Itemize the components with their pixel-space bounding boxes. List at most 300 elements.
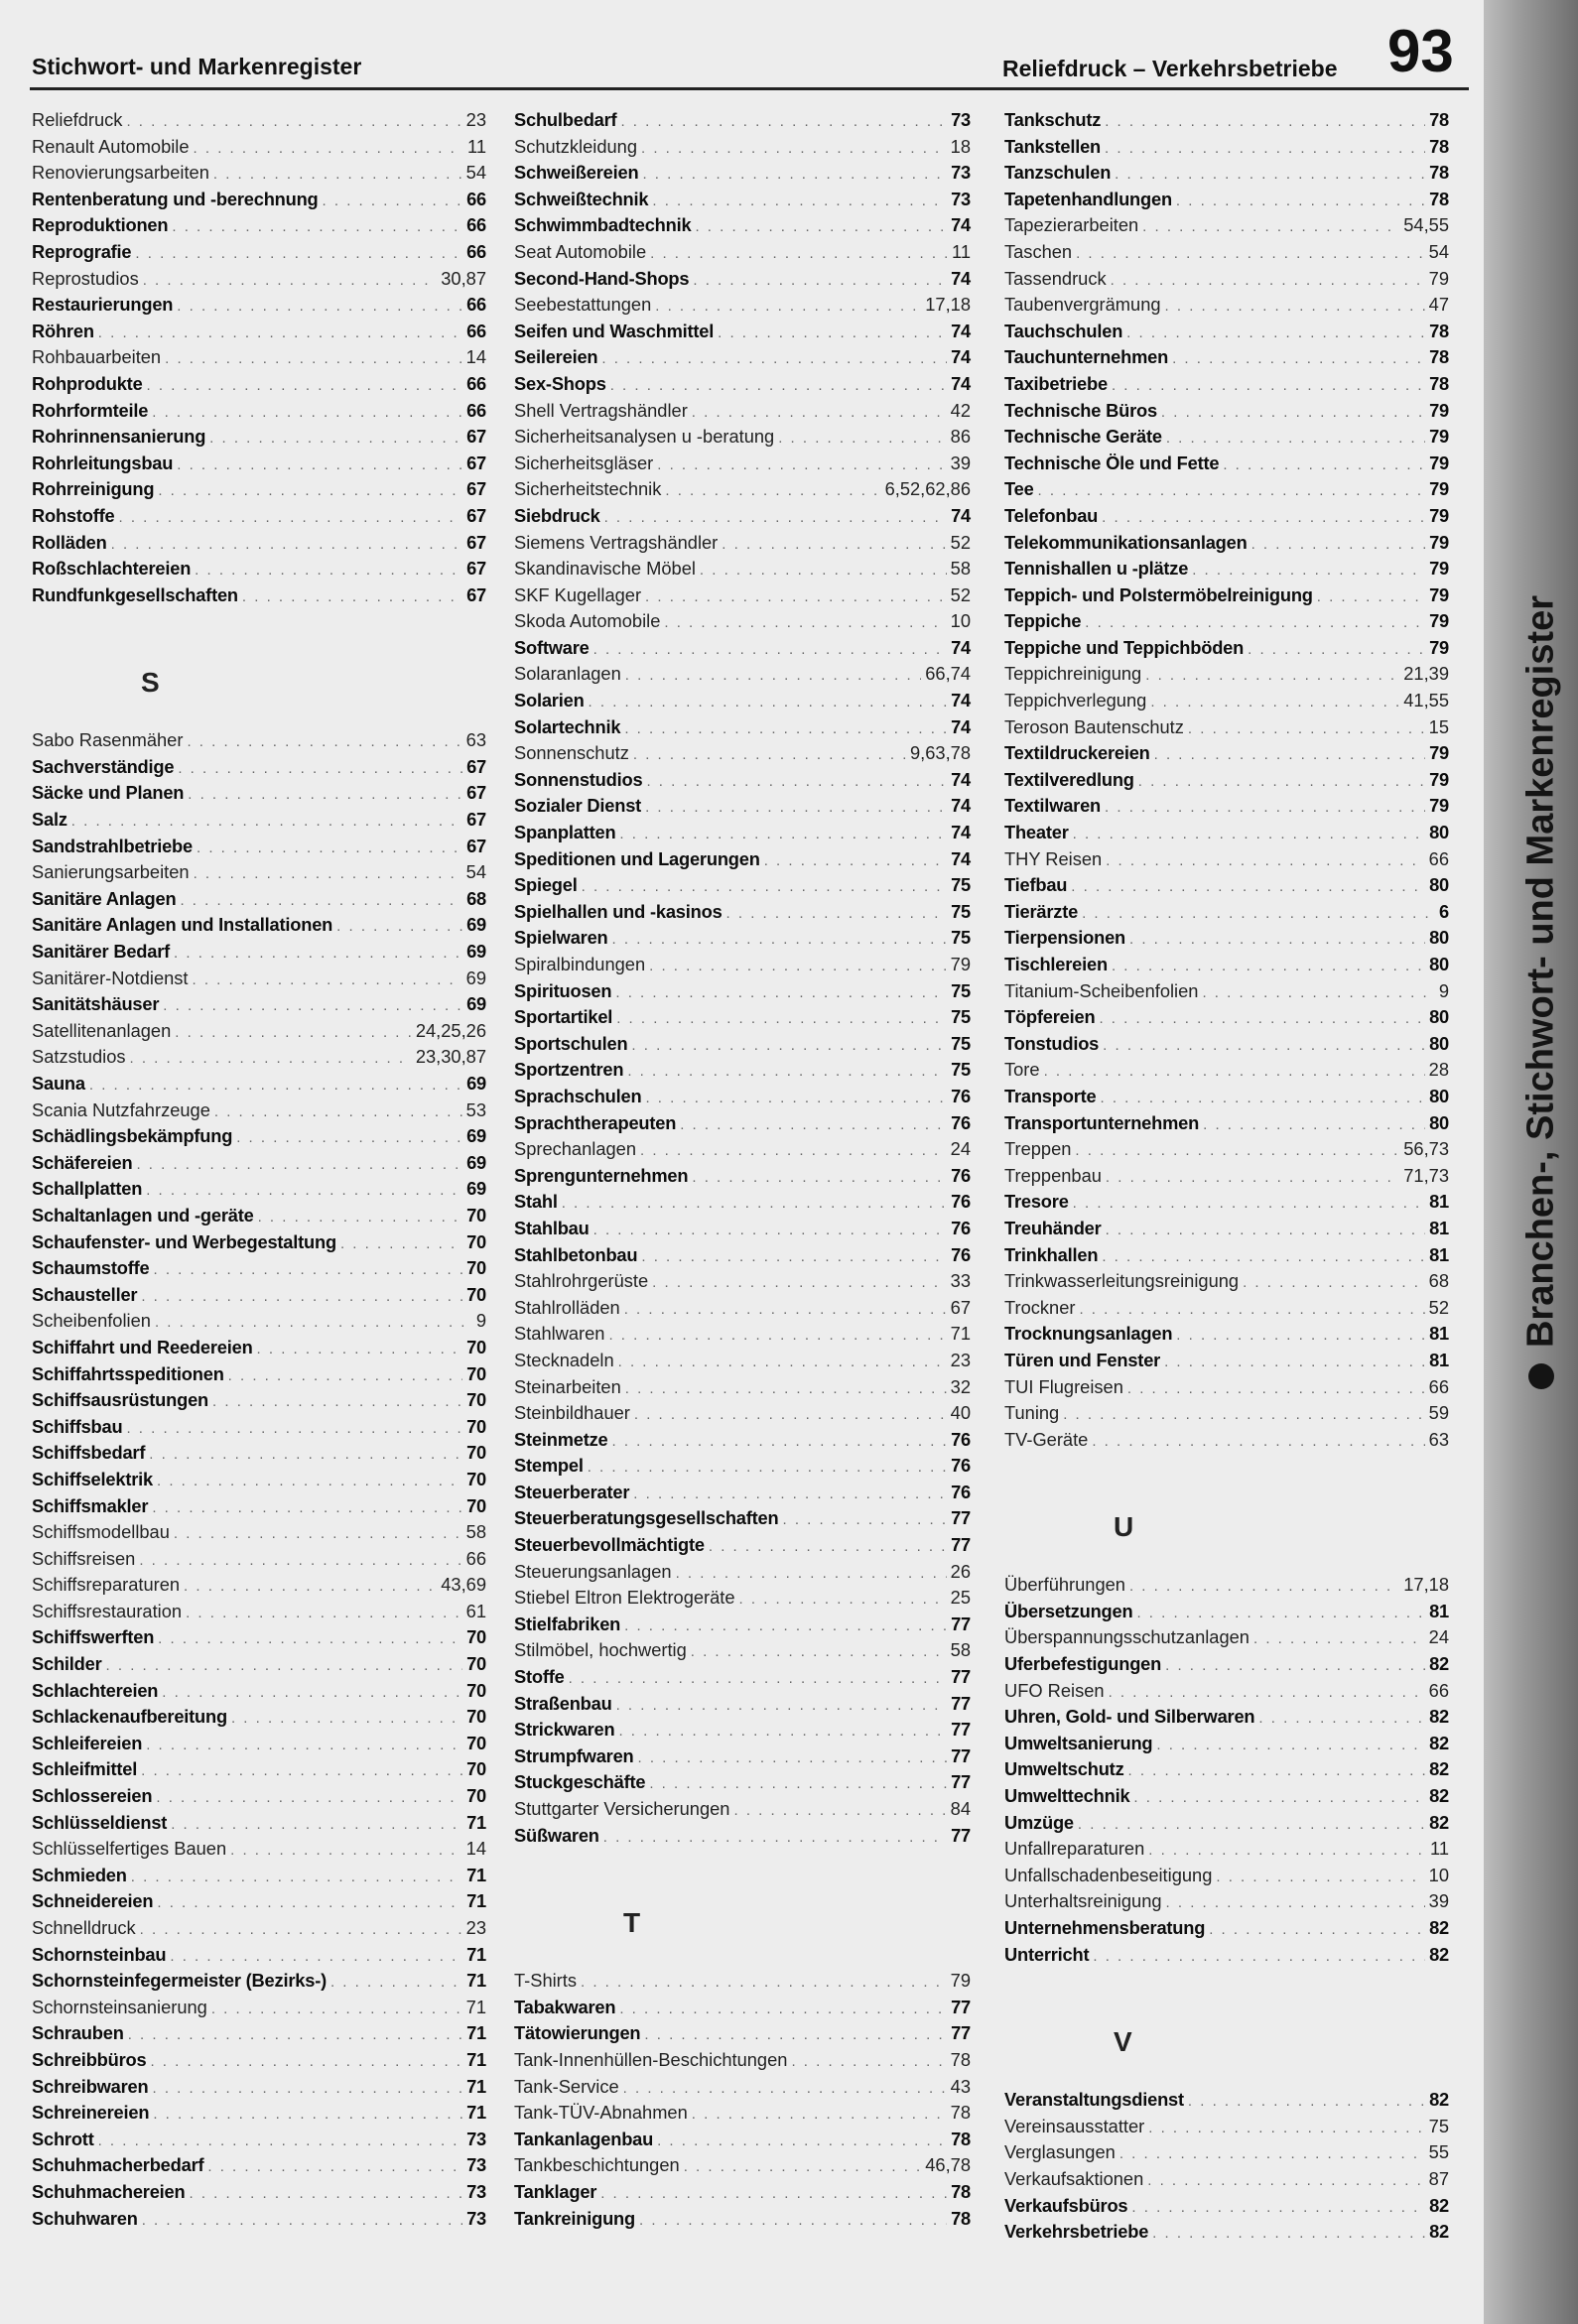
index-entry — [32, 807, 486, 834]
index-column-1 — [32, 107, 486, 2232]
entry-page: 41,55 — [1403, 690, 1449, 711]
entry-page: 71 — [465, 1996, 486, 2017]
entry-page: 70 — [466, 1653, 486, 1675]
index-entry — [1004, 1163, 1449, 1190]
index-entry — [1004, 107, 1449, 134]
dot-leader — [98, 321, 462, 347]
entry-page: 79 — [1429, 426, 1449, 448]
dot-leader — [152, 400, 462, 427]
entry-page: 67 — [466, 782, 486, 804]
entry-page: 71 — [466, 2048, 486, 2070]
entry-page: 42 — [950, 399, 971, 421]
entry-page: 77 — [951, 1613, 971, 1634]
index-entry — [1004, 952, 1449, 978]
index-entry — [514, 1242, 971, 1269]
entry-page: 82 — [1429, 1943, 1449, 1965]
section-letter: T — [623, 1907, 641, 1939]
entry-page: 39 — [950, 452, 971, 473]
index-entry — [1004, 1084, 1449, 1110]
entry-page: 82 — [1429, 1811, 1449, 1833]
index-entry — [1004, 292, 1449, 319]
entry-term: Schornsteinbau — [32, 1943, 167, 1965]
dot-leader — [1099, 1006, 1425, 1033]
entry-term: Schlossereien — [32, 1785, 153, 1807]
dot-leader — [177, 294, 462, 321]
dot-leader — [655, 294, 921, 321]
dot-leader — [189, 2181, 462, 2208]
dot-leader — [214, 1099, 462, 1126]
entry-term: Uferbefestigungen — [1004, 1653, 1162, 1675]
dot-leader — [1172, 346, 1425, 373]
entry-term: T-Shirts — [514, 1970, 577, 1992]
entry-page: 77 — [951, 1824, 971, 1846]
index-entry — [1004, 872, 1449, 899]
dot-leader — [207, 2154, 462, 2181]
dot-leader — [618, 1719, 947, 1745]
entry-term: Schäfereien — [32, 1151, 133, 1173]
entry-term: Schnelldruck — [32, 1917, 136, 1938]
index-entry — [1004, 476, 1449, 503]
entry-page: 74 — [951, 372, 971, 394]
dot-leader — [1112, 373, 1425, 400]
entry-page: 79 — [1429, 558, 1449, 580]
dot-leader — [569, 1666, 947, 1693]
entry-term: Technische Geräte — [1004, 426, 1162, 448]
dot-leader — [1150, 690, 1399, 716]
entry-page: 54 — [465, 861, 486, 883]
entry-term: Software — [514, 636, 590, 658]
entry-term: Trinkwasserleitungsreinigung — [1004, 1270, 1240, 1292]
entry-page: 68 — [466, 887, 486, 909]
entry-term: Sportartikel — [514, 1006, 613, 1028]
dot-leader — [1164, 1350, 1425, 1376]
entry-page: 71 — [466, 1943, 486, 1965]
dot-leader — [1129, 1574, 1399, 1601]
dot-leader — [1223, 452, 1425, 479]
bullet-icon — [1528, 1363, 1554, 1389]
dot-leader — [1251, 532, 1425, 559]
dot-leader — [194, 136, 463, 163]
entry-page: 70 — [466, 1442, 486, 1464]
entry-term: Renault Automobile — [32, 135, 190, 157]
entry-page: 78 — [951, 2180, 971, 2202]
entry-page: 67 — [466, 583, 486, 605]
entry-page: 80 — [1429, 1006, 1449, 1028]
dot-leader — [1209, 1917, 1425, 1944]
index-entry — [32, 834, 486, 860]
index-entry — [32, 991, 486, 1018]
entry-page: 76 — [951, 1455, 971, 1477]
entry-term: Tore — [1004, 1059, 1040, 1081]
index-entry — [1004, 371, 1449, 398]
index-entry — [514, 1453, 971, 1480]
entry-page: 79 — [1429, 583, 1449, 605]
index-entry — [1004, 319, 1449, 345]
section-gap — [1004, 1453, 1449, 1483]
dot-leader — [625, 663, 922, 690]
dot-leader — [624, 716, 947, 743]
entry-term: Strumpfwaren — [514, 1744, 634, 1766]
dot-leader — [212, 1389, 462, 1416]
entry-term: Rohrinnensanierung — [32, 426, 206, 448]
section-letter: S — [141, 667, 160, 699]
index-entry — [1004, 1242, 1449, 1269]
dot-leader — [612, 1429, 948, 1456]
entry-page: 71 — [466, 1890, 486, 1912]
dot-leader — [739, 1587, 947, 1614]
index-entry — [514, 1559, 971, 1586]
index-entry — [514, 1505, 971, 1532]
dot-leader — [676, 1561, 947, 1588]
entry-page: 52 — [950, 583, 971, 605]
index-entry — [514, 1216, 971, 1242]
entry-page: 73 — [466, 2207, 486, 2229]
entry-term: Restaurierungen — [32, 294, 174, 316]
entry-term: Reprografie — [32, 240, 132, 262]
dot-leader — [209, 426, 462, 452]
entry-page: 76 — [951, 1164, 971, 1186]
entry-term: Tabakwaren — [514, 1996, 616, 2017]
entry-page: 61 — [465, 1600, 486, 1621]
index-entry — [1004, 1836, 1449, 1863]
dot-leader — [615, 980, 947, 1007]
entry-page: 75 — [951, 1006, 971, 1028]
dot-leader — [638, 1745, 948, 1772]
entry-term: Schuhwaren — [32, 2207, 138, 2229]
entry-page: 70 — [466, 1230, 486, 1252]
index-entry — [1004, 846, 1449, 873]
entry-page: 77 — [951, 2022, 971, 2044]
entry-term: Steinarbeiten — [514, 1375, 621, 1397]
entry-term: Veranstaltungsdienst — [1004, 2089, 1184, 2111]
entry-term: Scheibenfolien — [32, 1310, 151, 1332]
dot-leader — [1092, 1429, 1424, 1456]
dot-leader — [618, 1350, 947, 1376]
entry-page: 74 — [951, 795, 971, 817]
dot-leader — [330, 1970, 462, 1997]
index-entry — [32, 1203, 486, 1229]
entry-page: 80 — [1429, 954, 1449, 974]
dot-leader — [157, 1890, 462, 1917]
dot-leader — [646, 769, 947, 796]
entry-term: Schreibbüros — [32, 2048, 147, 2070]
dot-leader — [631, 1033, 947, 1060]
entry-page: 79 — [1428, 267, 1449, 289]
entry-term: Trinkhallen — [1004, 1243, 1099, 1265]
index-entry — [514, 661, 971, 688]
dot-leader — [680, 1112, 947, 1139]
index-entry — [514, 1163, 971, 1190]
entry-page: 70 — [466, 1732, 486, 1753]
dot-leader — [612, 927, 948, 954]
entry-page: 33 — [950, 1270, 971, 1292]
entry-page: 78 — [1429, 109, 1449, 130]
dot-leader — [665, 478, 880, 505]
entry-term: Schneidereien — [32, 1890, 154, 1912]
entry-page: 56,73 — [1403, 1138, 1449, 1160]
index-entry — [1004, 978, 1449, 1005]
entry-page: 74 — [951, 346, 971, 368]
entry-page: 74 — [951, 847, 971, 869]
dot-leader — [157, 1469, 462, 1495]
index-entry — [32, 239, 486, 266]
entry-term: Tauchschulen — [1004, 320, 1123, 341]
entry-term: Reliefdruck — [32, 109, 123, 130]
entry-page: 6 — [1439, 900, 1449, 922]
index-entry — [1004, 1057, 1449, 1084]
entry-page: 71 — [466, 1970, 486, 1992]
entry-page: 10 — [950, 610, 971, 632]
dot-leader — [1136, 1601, 1425, 1627]
dot-leader — [624, 1297, 947, 1324]
dot-leader — [603, 1825, 947, 1852]
dot-leader — [1115, 162, 1425, 189]
entry-term: Tuning — [1004, 1402, 1060, 1424]
index-column-2 — [514, 107, 971, 2232]
dot-leader — [1079, 1297, 1424, 1324]
entry-term: TV-Geräte — [1004, 1428, 1089, 1450]
index-entry — [514, 2179, 971, 2206]
index-entry — [1004, 239, 1449, 266]
dot-leader — [1176, 1323, 1425, 1350]
index-entry — [514, 1743, 971, 1770]
index-entry — [514, 846, 971, 873]
dot-leader — [608, 1323, 946, 1350]
entry-page: 24 — [1428, 1626, 1449, 1648]
index-entry — [32, 859, 486, 886]
dot-leader — [693, 268, 947, 295]
dot-leader — [652, 189, 947, 215]
entry-page: 67 — [466, 452, 486, 473]
dot-leader — [180, 888, 462, 915]
dot-leader — [639, 2208, 947, 2235]
dot-leader — [135, 241, 462, 268]
index-entry — [32, 1071, 486, 1097]
index-entry — [1004, 1599, 1449, 1625]
entry-term: Skandinavische Möbel — [514, 558, 696, 580]
index-entry — [514, 451, 971, 477]
index-entry — [32, 1282, 486, 1309]
entry-page: 24 — [950, 1138, 971, 1160]
entry-term: Stempel — [514, 1455, 584, 1477]
index-entry — [514, 1268, 971, 1295]
entry-page: 67 — [950, 1296, 971, 1318]
dot-leader — [1112, 954, 1425, 980]
entry-term: Spielwaren — [514, 927, 608, 949]
entry-term: Sauna — [32, 1073, 85, 1094]
entry-term: Uhren, Gold- und Silberwaren — [1004, 1706, 1255, 1728]
entry-term: Straßenbau — [514, 1692, 612, 1714]
dot-leader — [142, 2208, 462, 2235]
dot-leader — [1126, 321, 1425, 347]
entry-term: Stuttgarter Versicherungen — [514, 1798, 730, 1819]
entry-page: 70 — [466, 1758, 486, 1780]
section-gap — [1004, 1968, 1449, 1998]
entry-page: 76 — [951, 1085, 971, 1106]
index-entry — [514, 1769, 971, 1796]
entry-page: 9 — [1438, 979, 1449, 1001]
entry-page: 71 — [466, 2102, 486, 2124]
index-entry — [1004, 424, 1449, 451]
entry-term: Skoda Automobile — [514, 610, 661, 632]
entry-page: 75 — [951, 874, 971, 896]
entry-page: 70 — [466, 1389, 486, 1411]
entry-term: Spiegel — [514, 874, 578, 896]
index-entry — [514, 1612, 971, 1638]
index-entry — [1004, 740, 1449, 767]
index-entry — [514, 872, 971, 899]
entry-term: TUI Flugreisen — [1004, 1375, 1123, 1397]
index-entry — [32, 319, 486, 345]
index-entry — [514, 1664, 971, 1691]
entry-term: Schuhmacherbedarf — [32, 2154, 204, 2176]
index-entry — [1004, 1136, 1449, 1163]
entry-page: 82 — [1429, 2221, 1449, 2243]
index-entry — [32, 939, 486, 966]
dot-leader — [1161, 400, 1425, 427]
dot-leader — [141, 1284, 462, 1311]
entry-term: Stahlrolläden — [514, 1296, 620, 1318]
dot-leader — [623, 2076, 947, 2103]
entry-term: Sabo Rasenmäher — [32, 729, 184, 751]
index-entry — [1004, 212, 1449, 239]
entry-page: 70 — [466, 1706, 486, 1728]
entry-page: 75 — [951, 979, 971, 1001]
dot-leader — [1044, 1059, 1425, 1086]
dot-leader — [156, 1785, 462, 1812]
entry-page: 63 — [1428, 1428, 1449, 1450]
entry-term: Schiffselektrik — [32, 1468, 153, 1489]
dot-leader — [650, 241, 948, 268]
entry-page: 11 — [467, 135, 486, 157]
entry-term: Sicherheitsgläser — [514, 452, 654, 473]
dot-leader — [146, 1733, 462, 1759]
entry-page: 54 — [465, 162, 486, 184]
dot-leader — [340, 1231, 462, 1258]
entry-term: Schaumstoffe — [32, 1257, 150, 1279]
index-entry — [1004, 1268, 1449, 1295]
entry-term: Taxibetriebe — [1004, 372, 1108, 394]
entry-term: Sonnenschutz — [514, 742, 629, 764]
index-entry — [32, 1361, 486, 1388]
index-entry — [32, 451, 486, 477]
dot-leader — [695, 214, 947, 241]
entry-term: Tapezierarbeiten — [1004, 214, 1139, 236]
dot-leader — [187, 729, 461, 756]
section-letter: U — [1114, 1511, 1134, 1543]
entry-page: 67 — [466, 835, 486, 856]
dot-leader — [726, 901, 948, 928]
entry-term: Sonnenstudios — [514, 768, 643, 790]
entry-term: Renovierungsarbeiten — [32, 162, 209, 184]
dot-leader — [627, 1059, 947, 1086]
entry-page: 32 — [950, 1375, 971, 1397]
entry-term: Schallplatten — [32, 1178, 143, 1200]
entry-page: 67 — [466, 558, 486, 580]
index-entry — [32, 1150, 486, 1177]
entry-term: Steinmetze — [514, 1428, 608, 1450]
index-entry — [32, 1915, 486, 1942]
side-tab — [1518, 447, 1562, 1538]
entry-page: 77 — [951, 1771, 971, 1793]
index-entry — [1004, 1756, 1449, 1783]
index-entry — [1004, 1783, 1449, 1810]
index-entry — [514, 582, 971, 609]
entry-term: Tierpensionen — [1004, 927, 1126, 949]
entry-page: 70 — [466, 1679, 486, 1701]
dot-leader — [1253, 1626, 1425, 1653]
entry-term: Schlachtereien — [32, 1679, 159, 1701]
dot-leader — [213, 162, 462, 189]
index-entry — [514, 2100, 971, 2127]
entry-page: 74 — [951, 267, 971, 289]
dot-leader — [657, 2129, 947, 2155]
entry-term: Seilereien — [514, 346, 598, 368]
dot-leader — [1203, 1112, 1425, 1139]
dot-leader — [652, 1270, 947, 1297]
entry-term: Schiffsbau — [32, 1415, 123, 1437]
dot-leader — [588, 1455, 947, 1482]
entry-term: Schiffsmakler — [32, 1494, 149, 1516]
entry-page: 82 — [1429, 1917, 1449, 1938]
dot-leader — [171, 1812, 462, 1839]
index-entry — [32, 780, 486, 807]
entry-page: 74 — [951, 822, 971, 843]
entry-term: Schulbedarf — [514, 109, 617, 130]
entry-term: Rolläden — [32, 531, 107, 553]
index-entry — [32, 2127, 486, 2153]
dot-leader — [1176, 189, 1425, 215]
entry-term: Schlüsseldienst — [32, 1811, 168, 1833]
dot-leader — [1075, 1138, 1399, 1165]
entry-term: Taubenvergrämung — [1004, 294, 1161, 316]
entry-term: Sandstrahlbetriebe — [32, 835, 193, 856]
entry-page: 14 — [465, 1838, 486, 1860]
entry-page: 11 — [1430, 1838, 1449, 1860]
entry-term: Stilmöbel, hochwertig — [514, 1639, 687, 1661]
entry-page: 80 — [1429, 1032, 1449, 1054]
index-entry — [1004, 134, 1449, 161]
dot-leader — [153, 2102, 462, 2129]
index-entry — [32, 1995, 486, 2021]
index-entry — [514, 688, 971, 714]
entry-term: Second-Hand-Shops — [514, 267, 690, 289]
index-entry — [1004, 344, 1449, 371]
index-entry — [514, 476, 971, 503]
index-entry — [1004, 582, 1449, 609]
entry-term: Sprachschulen — [514, 1085, 642, 1106]
entry-page: 23 — [950, 1349, 971, 1370]
entry-term: Schiffsreisen — [32, 1547, 136, 1569]
entry-term: Stuckgeschäfte — [514, 1771, 646, 1793]
entry-page: 73 — [951, 162, 971, 184]
entry-page: 69 — [466, 993, 486, 1015]
dot-leader — [111, 532, 462, 559]
entry-term: Tassendruck — [1004, 267, 1107, 289]
entry-page: 69 — [466, 941, 486, 963]
dot-leader — [146, 1178, 462, 1205]
index-entry — [514, 1585, 971, 1612]
dot-leader — [692, 400, 947, 427]
entry-term: Schiffsrestauration — [32, 1600, 183, 1621]
entry-page: 77 — [951, 1996, 971, 2017]
dot-leader — [593, 637, 947, 664]
index-entry — [514, 899, 971, 926]
dot-leader — [1063, 1402, 1424, 1429]
entry-term: Sprechanlagen — [514, 1138, 636, 1160]
dot-leader — [624, 1614, 947, 1640]
dot-leader — [140, 1917, 462, 1944]
